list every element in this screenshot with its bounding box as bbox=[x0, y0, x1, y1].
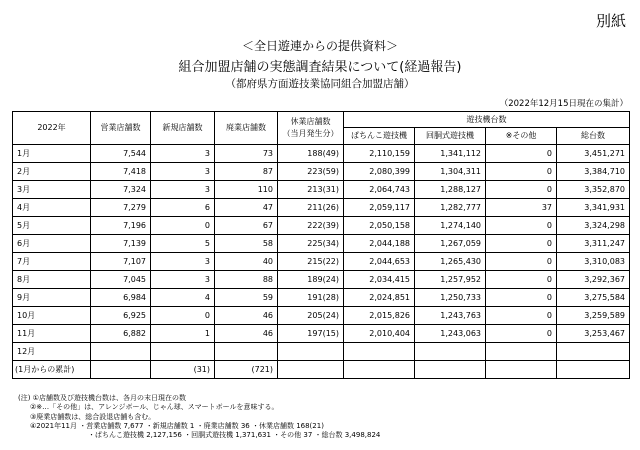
corner-label: 別紙 bbox=[595, 12, 626, 30]
header-suspended-line2: （当月発生分） bbox=[282, 129, 339, 138]
pachinko-cell: 2,050,158 bbox=[344, 217, 415, 235]
suspended-stores-cell: 225(34) bbox=[278, 235, 344, 253]
suspended-stores-cell: 215(22) bbox=[278, 253, 344, 271]
suspended-stores-cell bbox=[278, 343, 344, 361]
closed-stores-cell: 46 bbox=[215, 307, 278, 325]
other-cell: 0 bbox=[486, 235, 557, 253]
other-cell: 37 bbox=[486, 199, 557, 217]
new-stores-cell: 3 bbox=[151, 253, 215, 271]
stores-cell: 6,882 bbox=[91, 325, 151, 343]
total-cell bbox=[557, 361, 630, 379]
other-cell: 0 bbox=[486, 253, 557, 271]
document-title-source: ＜全日遊連からの提供資料＞ bbox=[241, 39, 398, 53]
table-row bbox=[13, 199, 630, 217]
cumulative-label: (1月からの累計) bbox=[13, 361, 91, 379]
footnote-line: ④2021年11月 ・営業店舗数 7,677 ・新規店舗数 1 ・廃業店舗数 36 ・休業店舗数 168(21) bbox=[30, 421, 324, 430]
stores-cell bbox=[91, 343, 151, 361]
header-closed-stores: 廃業店舗数 bbox=[215, 112, 278, 145]
other-cell: 0 bbox=[486, 271, 557, 289]
slot-cell bbox=[415, 343, 486, 361]
other-cell bbox=[486, 361, 557, 379]
stores-cell: 7,196 bbox=[91, 217, 151, 235]
pachinko-cell: 2,044,653 bbox=[344, 253, 415, 271]
cumulative-new-stores: (31) bbox=[151, 361, 215, 379]
stores-cell: 7,418 bbox=[91, 163, 151, 181]
stores-cell: 7,544 bbox=[91, 145, 151, 163]
header-other: ※その他 bbox=[486, 128, 557, 145]
pachinko-cell: 2,024,851 bbox=[344, 289, 415, 307]
stores-cell: 6,984 bbox=[91, 289, 151, 307]
new-stores-cell: 3 bbox=[151, 271, 215, 289]
stores-cell: 7,139 bbox=[91, 235, 151, 253]
other-cell: 0 bbox=[486, 163, 557, 181]
slot-cell: 1,257,952 bbox=[415, 271, 486, 289]
new-stores-cell: 3 bbox=[151, 181, 215, 199]
month-cell: 1月 bbox=[13, 145, 91, 163]
new-stores-cell: 3 bbox=[151, 145, 215, 163]
new-stores-cell bbox=[151, 343, 215, 361]
closed-stores-cell: 40 bbox=[215, 253, 278, 271]
pachinko-cell: 2,059,117 bbox=[344, 199, 415, 217]
pachinko-cell: 2,010,404 bbox=[344, 325, 415, 343]
closed-stores-cell: 59 bbox=[215, 289, 278, 307]
header-machines-group: 遊技機台数 bbox=[344, 112, 630, 128]
footnote-line: ②※…「その他」は、アレンジボール、じゃん球、スマートボールを意味する。 bbox=[30, 403, 279, 412]
month-cell: 7月 bbox=[13, 253, 91, 271]
closed-stores-cell: 88 bbox=[215, 271, 278, 289]
other-cell: 0 bbox=[486, 181, 557, 199]
table-row bbox=[13, 163, 630, 181]
new-stores-cell: 6 bbox=[151, 199, 215, 217]
total-cell: 3,451,271 bbox=[557, 145, 630, 163]
cumulative-closed-stores: (721) bbox=[215, 361, 278, 379]
new-stores-cell: 4 bbox=[151, 289, 215, 307]
suspended-stores-cell: 222(39) bbox=[278, 217, 344, 235]
month-cell: 10月 bbox=[13, 307, 91, 325]
table-row bbox=[13, 145, 630, 163]
slot-cell: 1,243,063 bbox=[415, 325, 486, 343]
table-row bbox=[13, 235, 630, 253]
total-cell: 3,292,367 bbox=[557, 271, 630, 289]
closed-stores-cell bbox=[215, 343, 278, 361]
month-cell: 11月 bbox=[13, 325, 91, 343]
pachinko-cell: 2,080,399 bbox=[344, 163, 415, 181]
stores-cell bbox=[91, 361, 151, 379]
slot-cell bbox=[415, 361, 486, 379]
table-row bbox=[13, 307, 630, 325]
slot-cell: 1,250,733 bbox=[415, 289, 486, 307]
pachinko-cell: 2,044,188 bbox=[344, 235, 415, 253]
pachinko-cell bbox=[344, 343, 415, 361]
header-pachinko: ぱちんこ遊技機 bbox=[344, 128, 415, 145]
total-cell: 3,310,083 bbox=[557, 253, 630, 271]
other-cell: 0 bbox=[486, 307, 557, 325]
header-slot: 回胴式遊技機 bbox=[415, 128, 486, 145]
suspended-stores-cell: 205(24) bbox=[278, 307, 344, 325]
survey-table bbox=[12, 111, 630, 379]
other-cell: 0 bbox=[486, 217, 557, 235]
suspended-stores-cell bbox=[278, 361, 344, 379]
table-row bbox=[13, 181, 630, 199]
stores-cell: 7,279 bbox=[91, 199, 151, 217]
total-cell: 3,311,247 bbox=[557, 235, 630, 253]
table-row bbox=[13, 289, 630, 307]
pachinko-cell bbox=[344, 361, 415, 379]
month-cell: 3月 bbox=[13, 181, 91, 199]
suspended-stores-cell: 191(28) bbox=[278, 289, 344, 307]
total-cell: 3,259,589 bbox=[557, 307, 630, 325]
footnote-line: (注) ①店舗数及び遊技機台数は、各月の末日現在の数 bbox=[18, 394, 186, 402]
other-cell: 0 bbox=[486, 325, 557, 343]
new-stores-cell: 0 bbox=[151, 217, 215, 235]
total-cell: 3,324,298 bbox=[557, 217, 630, 235]
pachinko-cell: 2,110,159 bbox=[344, 145, 415, 163]
table-row bbox=[13, 253, 630, 271]
header-total: 総台数 bbox=[557, 128, 630, 145]
total-cell: 3,275,584 bbox=[557, 289, 630, 307]
other-cell: 0 bbox=[486, 145, 557, 163]
header-year: 2022年 bbox=[13, 112, 91, 145]
slot-cell: 1,243,763 bbox=[415, 307, 486, 325]
footnote-line: ③廃業店舗数は、総合設退店舗も含む。 bbox=[30, 412, 156, 421]
slot-cell: 1,267,059 bbox=[415, 235, 486, 253]
new-stores-cell: 0 bbox=[151, 307, 215, 325]
stores-cell: 7,324 bbox=[91, 181, 151, 199]
stores-cell: 7,045 bbox=[91, 271, 151, 289]
slot-cell: 1,265,430 bbox=[415, 253, 486, 271]
month-cell: 8月 bbox=[13, 271, 91, 289]
slot-cell: 1,274,140 bbox=[415, 217, 486, 235]
month-cell: 2月 bbox=[13, 163, 91, 181]
new-stores-cell: 5 bbox=[151, 235, 215, 253]
pachinko-cell: 2,015,826 bbox=[344, 307, 415, 325]
total-cell: 3,341,931 bbox=[557, 199, 630, 217]
other-cell bbox=[486, 343, 557, 361]
cumulative-row bbox=[13, 361, 630, 379]
document-subtitle: （都府県方面遊技業協同組合加盟店舗） bbox=[225, 78, 415, 90]
suspended-stores-cell: 189(24) bbox=[278, 271, 344, 289]
slot-cell: 1,282,777 bbox=[415, 199, 486, 217]
document-title-main: 組合加盟店舗の実態調査結果について(経過報告) bbox=[178, 60, 462, 75]
total-cell: 3,253,467 bbox=[557, 325, 630, 343]
closed-stores-cell: 47 bbox=[215, 199, 278, 217]
closed-stores-cell: 110 bbox=[215, 181, 278, 199]
suspended-stores-cell: 197(15) bbox=[278, 325, 344, 343]
closed-stores-cell: 58 bbox=[215, 235, 278, 253]
suspended-stores-cell: 223(59) bbox=[278, 163, 344, 181]
stores-cell: 6,925 bbox=[91, 307, 151, 325]
header-new-stores: 新規店舗数 bbox=[151, 112, 215, 145]
stores-cell: 7,107 bbox=[91, 253, 151, 271]
table-row bbox=[13, 325, 630, 343]
total-cell bbox=[557, 343, 630, 361]
table-row bbox=[13, 271, 630, 289]
as-of-date: （2022年12月15日現在の集計） bbox=[499, 99, 628, 109]
slot-cell: 1,304,311 bbox=[415, 163, 486, 181]
slot-cell: 1,341,112 bbox=[415, 145, 486, 163]
suspended-stores-cell: 211(26) bbox=[278, 199, 344, 217]
table-row bbox=[13, 217, 630, 235]
suspended-stores-cell: 188(49) bbox=[278, 145, 344, 163]
suspended-stores-cell: 213(31) bbox=[278, 181, 344, 199]
header-stores: 営業店舗数 bbox=[91, 112, 151, 145]
pachinko-cell: 2,064,743 bbox=[344, 181, 415, 199]
new-stores-cell: 3 bbox=[151, 163, 215, 181]
month-cell: 9月 bbox=[13, 289, 91, 307]
new-stores-cell: 1 bbox=[151, 325, 215, 343]
month-cell: 6月 bbox=[13, 235, 91, 253]
footnotes bbox=[18, 394, 380, 440]
closed-stores-cell: 73 bbox=[215, 145, 278, 163]
total-cell: 3,384,710 bbox=[557, 163, 630, 181]
closed-stores-cell: 46 bbox=[215, 325, 278, 343]
table-row bbox=[13, 343, 630, 361]
header-suspended-line1: 休業店舗数 bbox=[290, 117, 331, 126]
pachinko-cell: 2,034,415 bbox=[344, 271, 415, 289]
slot-cell: 1,288,127 bbox=[415, 181, 486, 199]
footnote-line: ・ぱちんこ遊技機 2,127,156 ・回胴式遊技機 1,371,631 ・その他 37 ・総台数 3,498,824 bbox=[88, 431, 381, 440]
closed-stores-cell: 67 bbox=[215, 217, 278, 235]
header-suspended-stores bbox=[278, 112, 344, 145]
table-body bbox=[13, 145, 630, 379]
total-cell: 3,352,870 bbox=[557, 181, 630, 199]
closed-stores-cell: 87 bbox=[215, 163, 278, 181]
month-cell: 4月 bbox=[13, 199, 91, 217]
other-cell: 0 bbox=[486, 289, 557, 307]
month-cell: 12月 bbox=[13, 343, 91, 361]
month-cell: 5月 bbox=[13, 217, 91, 235]
